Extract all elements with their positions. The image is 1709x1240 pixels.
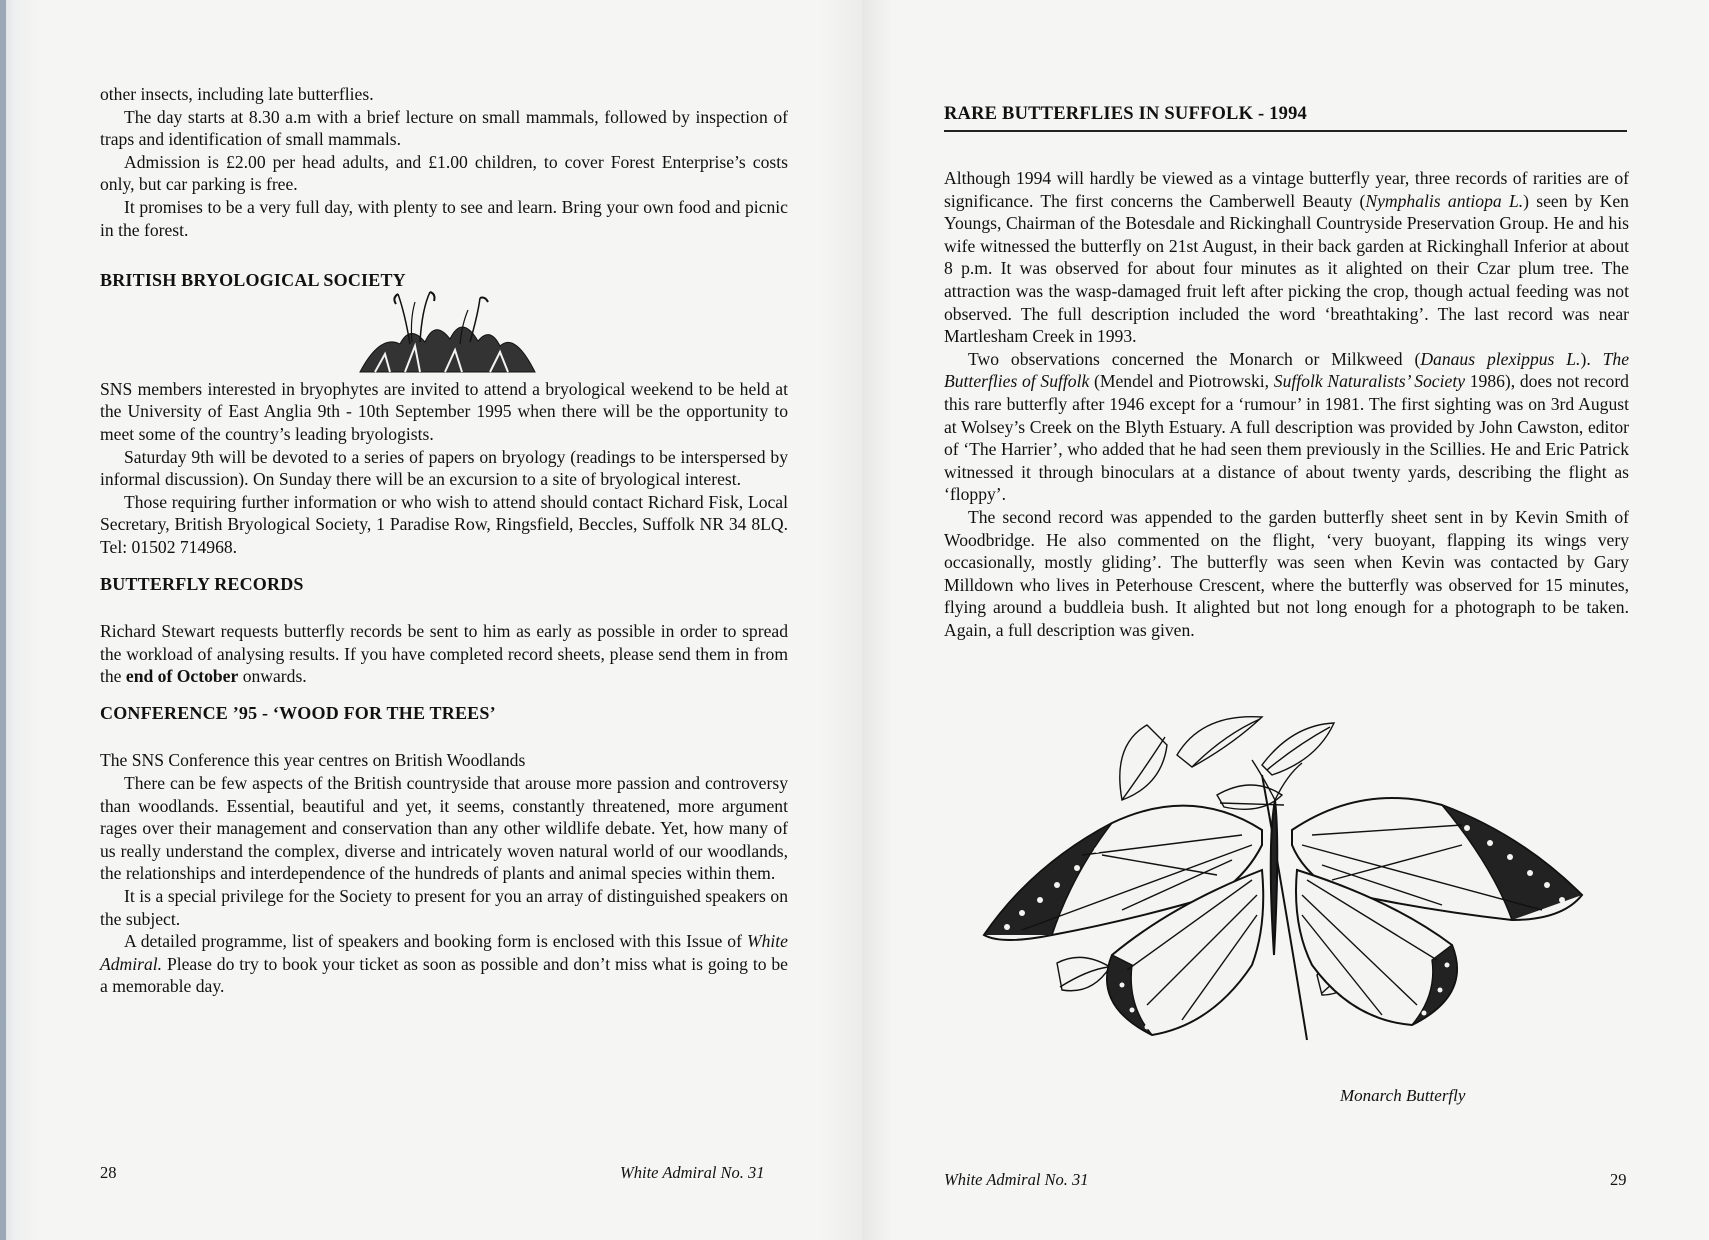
text-run: ) seen by Ken Youngs, Chairman of the Botesdale and Rickinghall Countryside Preservation Group. He and his wife witnessed the butterfly on 21st August, in their back garden at Rickinghall Inferior at about 8 p.m. It was observed for about four minutes as it alighted on their Czar plum tree. The attraction was the wasp-damaged fruit left after picking the crop, though actual feeding was not observed. The full description included the word ‘breathtaking’. The last record was near Martlesham Creek in 1993. — [944, 190, 1629, 347]
moss-illustration — [100, 292, 788, 378]
paragraph: There can be few aspects of the British countryside that arouse more passion and controversy than woodlands. Essential, beautiful and yet, it seems, constantly threatened, more argument rages over their management and conservation than any other wildlife debate. Yet, how many of us really understand the complex, diverse and intricately woven natural world of our woodlands, the relationships and interdependence of the hundreds of plants and animal species within them. — [100, 773, 788, 884]
title-rule — [944, 130, 1627, 132]
emphasis: Danaus plexippus L. — [1420, 348, 1581, 369]
section-heading: CONFERENCE ’95 - ‘WOOD FOR THE TREES’ — [100, 702, 496, 723]
text-run: 1986), does not record this rare butterfly after 1946 except for a ‘rumour’ in 1981. The first sighting was on 3rd August at Wolsey’s Creek on the Blyth Estuary. A full description was provided by John Cawston, editor of ‘The Harrier’, who added that he had seen them previously in the Scillies. He and Eric Patrick witnessed it through binoculars at a distance of about twenty yards, describing the flight as ‘floppy’. — [944, 371, 1629, 505]
text-run: (Mendel and Piotrowski, — [1089, 371, 1274, 392]
text-run: A detailed programme, list of speakers and booking form is enclosed with this Issue of — [124, 931, 747, 952]
paragraph — [944, 167, 1629, 348]
emphasis: end of October — [125, 666, 239, 687]
paragraph: Admission is £2.00 per head adults, and £1.00 children, to cover Forest Enterprise’s costs only, but car parking is free. — [100, 151, 788, 195]
article-title: RARE BUTTERFLIES IN SUFFOLK - 1994 — [944, 104, 1307, 124]
emphasis: Suffolk Naturalists’ Society — [1273, 371, 1466, 392]
figure-caption — [1340, 1086, 1465, 1106]
paragraph: It promises to be a very full day, with plenty to see and learn. Bring your own food and picnic in the forest. — [100, 196, 788, 240]
left-column — [100, 83, 788, 998]
emphasis: White Admiral. — [100, 931, 788, 974]
text-run: Two observations concerned the Monarch or Milkweed ( — [968, 348, 1421, 369]
paragraph: It is a special privilege for the Society to present for you an array of distinguished speakers on the subject. — [100, 886, 788, 929]
page-edge — [0, 0, 6, 1240]
page-number: 29 — [1610, 1170, 1627, 1189]
paragraph: Those requiring further information or who wish to attend should contact Richard Fisk, Local Secretary, British Bryological Society, 1 Paradise Row, Ringsfield, Beccles, Suffolk NR 34 8LQ. Tel: 01502 714968. — [100, 491, 788, 557]
right-column — [944, 103, 1629, 126]
paragraph — [944, 348, 1629, 506]
emphasis: The Butterflies of Suffolk — [944, 348, 1630, 392]
paragraph — [100, 620, 788, 688]
page-number: 28 — [100, 1163, 117, 1182]
right-page — [862, 0, 1709, 1240]
paragraph: The SNS Conference this year centres on British Woodlands — [100, 750, 526, 771]
emphasis: Nymphalis antiopa L. — [1365, 190, 1524, 211]
text-run: onwards. — [238, 666, 307, 687]
paragraph — [100, 930, 788, 998]
text-run: Although 1994 will hardly be viewed as a vintage butterfly year, three records of rarities are of significance. The first concerns the Camberwell Beauty ( — [944, 168, 1629, 211]
footer-title: White Admiral No. 31 — [944, 1170, 1089, 1189]
paragraph: The day starts at 8.30 a.m with a brief lecture on small mammals, followed by inspection of traps and identification of small mammals. — [100, 106, 788, 150]
section-heading: BRITISH BRYOLOGICAL SOCIETY — [100, 270, 406, 291]
running-footer — [944, 1170, 1089, 1190]
paragraph: Saturday 9th will be devoted to a series of papers on bryology (readings to be interspersed by informal discussion). On Sunday there will be an excursion to a site of bryological interest. — [100, 446, 788, 490]
text-run: ). — [1580, 348, 1603, 369]
paragraph: The second record was appended to the garden butterfly sheet sent in by Kevin Smith of Woodbridge. He also commented on the flight, ‘very buoyant, flapping its wings very occasionally, mostly gliding’. The butterfly was seen when Kevin was contacted by Gary Milldown who lives in Peterhouse Crescent, where the butterfly was observed for 15 minutes, flying around a buddleia bush. It alighted but not long enough for a photograph to be taken. Again, a full description was given. — [944, 506, 1629, 640]
footer-title: White Admiral No. 31 — [620, 1163, 765, 1182]
text-run: Please do try to book your ticket as soon as possible and don’t miss what is going to be a memorable day. — [100, 953, 788, 997]
right-article-body — [944, 167, 1629, 641]
text-run: Richard Stewart requests butterfly records be sent to him as early as possible in order to spread the workload of analysing results. If you have completed record sheets, please send them in from the — [100, 621, 788, 687]
caption-text: Monarch Butterfly — [1340, 1086, 1466, 1105]
paragraph: SNS members interested in bryophytes are invited to attend a bryological weekend to be held at the University of East Anglia 9th - 10th September 1995 when there will be the opportunity to meet some of the country’s leading bryologists. — [100, 378, 788, 444]
section-heading: BUTTERFLY RECORDS — [100, 573, 304, 594]
moss-icon — [350, 284, 550, 376]
paragraph: other insects, including late butterflies. — [100, 84, 374, 104]
running-footer — [620, 1163, 765, 1183]
monarch-butterfly-icon — [962, 705, 1602, 1075]
